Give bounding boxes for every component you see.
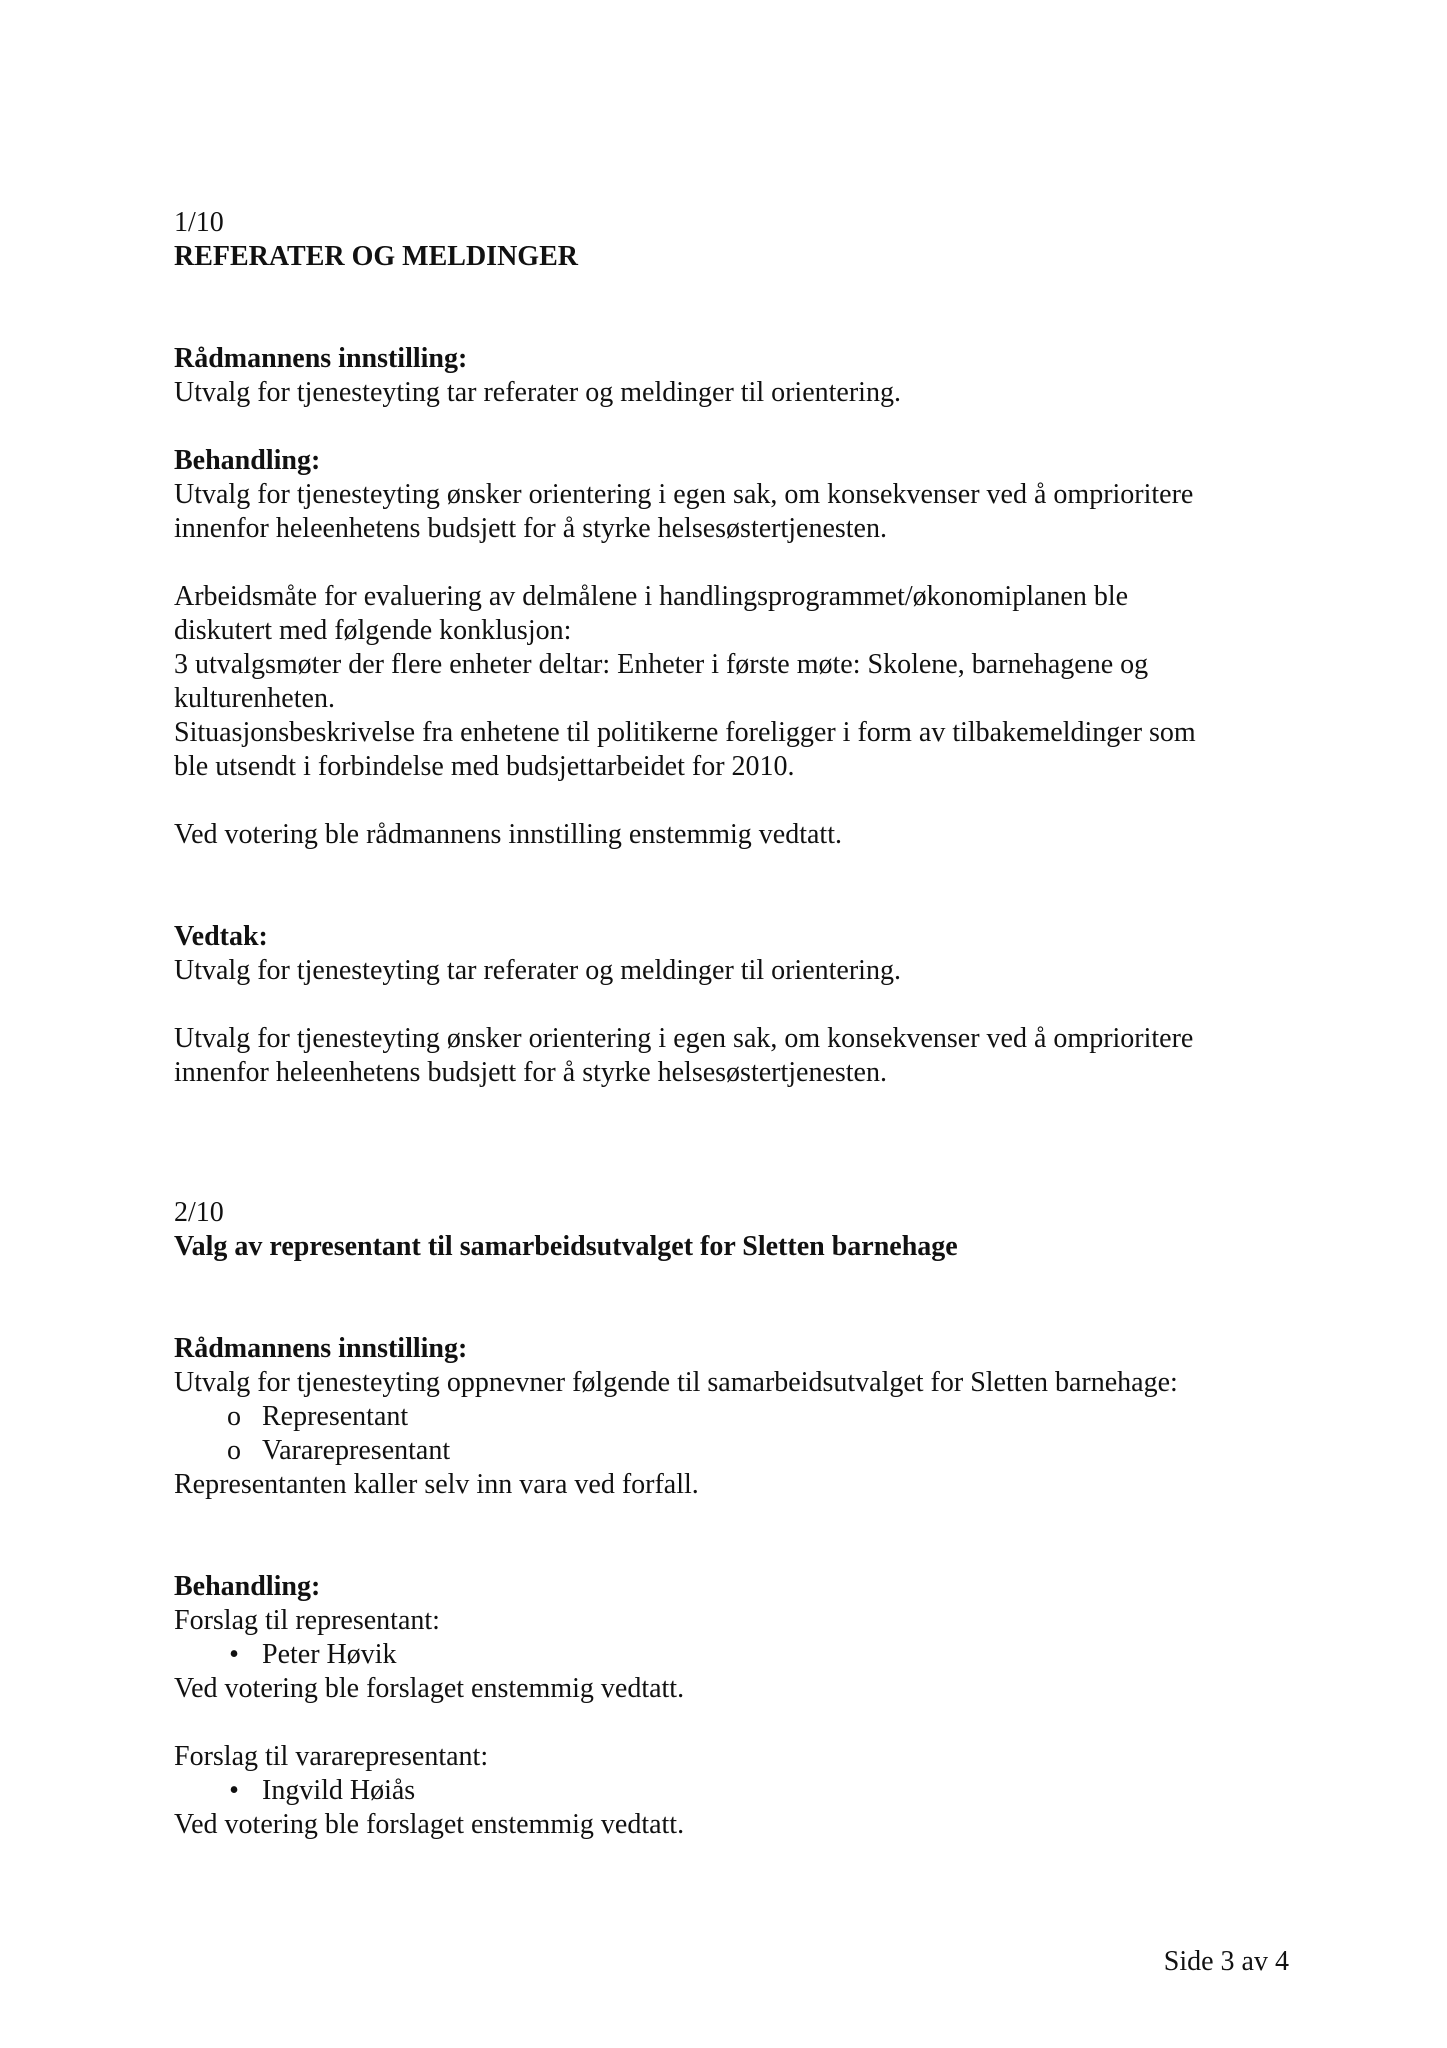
behandling-text: ble utsendt i forbindelse med budsjettarbeidet for 2010. [174, 751, 795, 782]
list-item [174, 1774, 1294, 1808]
circle-bullet-icon: o [227, 1435, 241, 1466]
vedtak-text: innenfor heleenhetens budsjett for å styrke helsesøstertjenesten. [174, 1057, 887, 1088]
behandling-text: innenfor heleenhetens budsjett for å styrke helsesøstertjenesten. [174, 513, 887, 544]
list-item-label: Representant [262, 1401, 409, 1432]
document-body [174, 206, 1294, 1842]
bullet-icon: • [229, 1639, 239, 1670]
forslag-label: Forslag til vararepresentant: [174, 1741, 489, 1772]
case-number: 2/10 [174, 1197, 224, 1228]
list-item-label: Ingvild Høiås [262, 1775, 416, 1806]
page-number: Side 3 av 4 [1163, 1946, 1289, 1977]
behandling-text: Arbeidsmåte for evaluering av delmålene i handlingsprogrammet/økonomiplanen ble [174, 581, 1129, 612]
innstilling-text: Utvalg for tjenesteyting tar referater og meldinger til orientering. [174, 377, 901, 408]
innstilling-text: Utvalg for tjenesteyting oppnevner følgende til samarbeidsutvalget for Sletten barnehage: [174, 1367, 1178, 1398]
behandling-text: Utvalg for tjenesteyting ønsker orientering i egen sak, om konsekvenser ved å omprioritere [174, 479, 1194, 510]
list-item [174, 1434, 1294, 1468]
behandling-text: 3 utvalgsmøter der flere enheter deltar: Enheter i første møte: Skolene, barnehagene og [174, 649, 1149, 680]
innstilling-list [174, 1400, 1294, 1468]
vedtak-text: Utvalg for tjenesteyting tar referater og meldinger til orientering. [174, 955, 901, 986]
behandling-heading: Behandling: [174, 1571, 321, 1602]
list-item [174, 1638, 1294, 1672]
case-title: Valg av representant til samarbeidsutvalget for Sletten barnehage [174, 1231, 958, 1262]
behandling-text: kulturenheten. [174, 683, 335, 714]
forslag-list [174, 1638, 1294, 1672]
behandling-heading: Behandling: [174, 445, 321, 476]
bullet-icon: • [229, 1775, 239, 1806]
forslag-label: Forslag til representant: [174, 1605, 440, 1636]
vedtak-text: Utvalg for tjenesteyting ønsker orientering i egen sak, om konsekvenser ved å omprioritere [174, 1023, 1194, 1054]
behandling-text: Situasjonsbeskrivelse fra enhetene til politikerne foreligger i form av tilbakemeldinger som [174, 717, 1196, 748]
forslag-list [174, 1774, 1294, 1808]
list-item [174, 1400, 1294, 1434]
case-2-10 [174, 1196, 1294, 1842]
circle-bullet-icon: o [227, 1401, 241, 1432]
votering-text: Ved votering ble forslaget enstemmig vedtatt. [174, 1673, 685, 1704]
innstilling-heading: Rådmannens innstilling: [174, 343, 468, 374]
innstilling-heading: Rådmannens innstilling: [174, 1333, 468, 1364]
behandling-text: diskutert med følgende konklusjon: [174, 615, 572, 646]
case-number: 1/10 [174, 207, 224, 238]
votering-text: Ved votering ble forslaget enstemmig vedtatt. [174, 1809, 685, 1840]
innstilling-text: Representanten kaller selv inn vara ved forfall. [174, 1469, 699, 1500]
vedtak-heading: Vedtak: [174, 921, 268, 952]
list-item-label: Peter Høvik [262, 1639, 397, 1670]
case-title: REFERATER OG MELDINGER [174, 241, 578, 272]
votering-text: Ved votering ble rådmannens innstilling enstemmig vedtatt. [174, 819, 842, 850]
case-1-10 [174, 206, 1294, 1090]
list-item-label: Vararepresentant [262, 1435, 451, 1466]
